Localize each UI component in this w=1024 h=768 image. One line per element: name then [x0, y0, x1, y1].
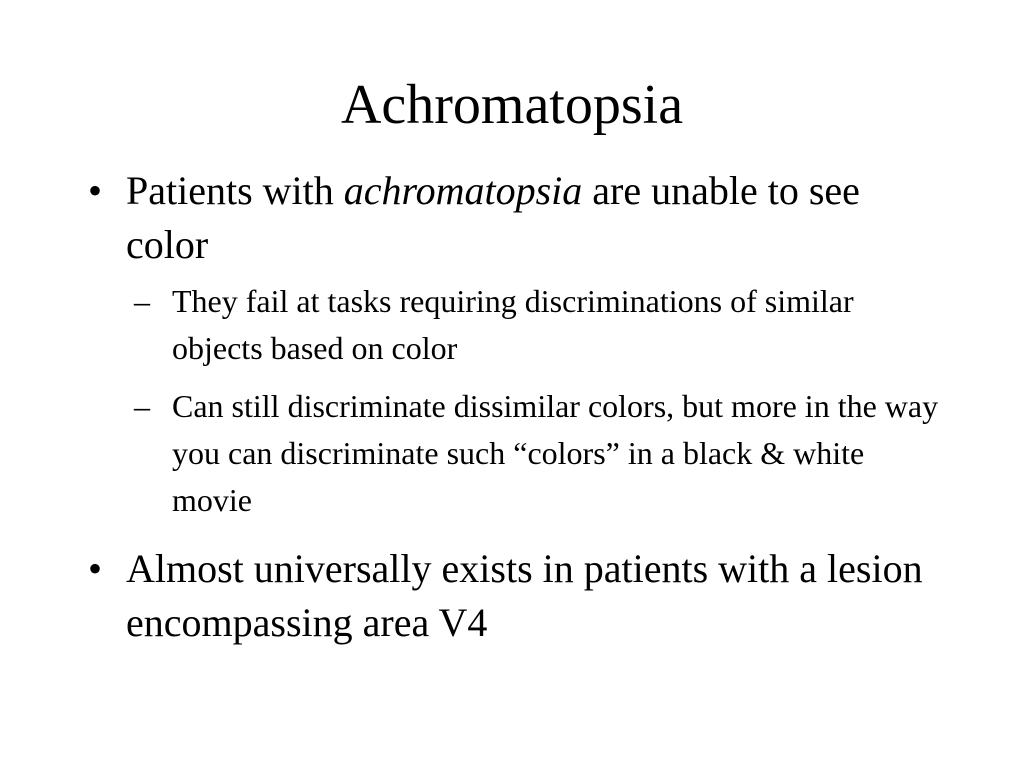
bullet-text-suffix: are unable to see color — [126, 168, 860, 267]
bullet-item-achromatopsia — [88, 164, 948, 524]
bullet-marker: • — [88, 546, 103, 591]
bullet-text: Almost universally exists in patients with a lesion encompassing area V4 — [126, 546, 923, 645]
sub-bullet-item-dissimilar-colors — [126, 383, 948, 524]
bullet-text-emphasis: achromatopsia — [343, 168, 583, 213]
sub-bullet-text: They fail at tasks requiring discriminations of similar objects based on color — [172, 283, 854, 366]
sub-bullet-item-fail-tasks — [126, 278, 948, 372]
bullet-marker: • — [88, 168, 103, 213]
sub-bullet-marker: – — [134, 283, 150, 319]
sub-bullet-marker: – — [134, 388, 150, 424]
sub-bullet-list — [126, 278, 948, 524]
bullet-text-prefix: Patients with — [126, 168, 344, 213]
sub-bullet-text: Can still discriminate dissimilar colors, but more in the way you can discriminate such “colors” in a black & white movie — [172, 388, 939, 518]
slide-title: Achromatopsia — [340, 74, 684, 136]
bullet-item-lesion-v4 — [88, 542, 948, 650]
bullet-list — [88, 164, 948, 650]
